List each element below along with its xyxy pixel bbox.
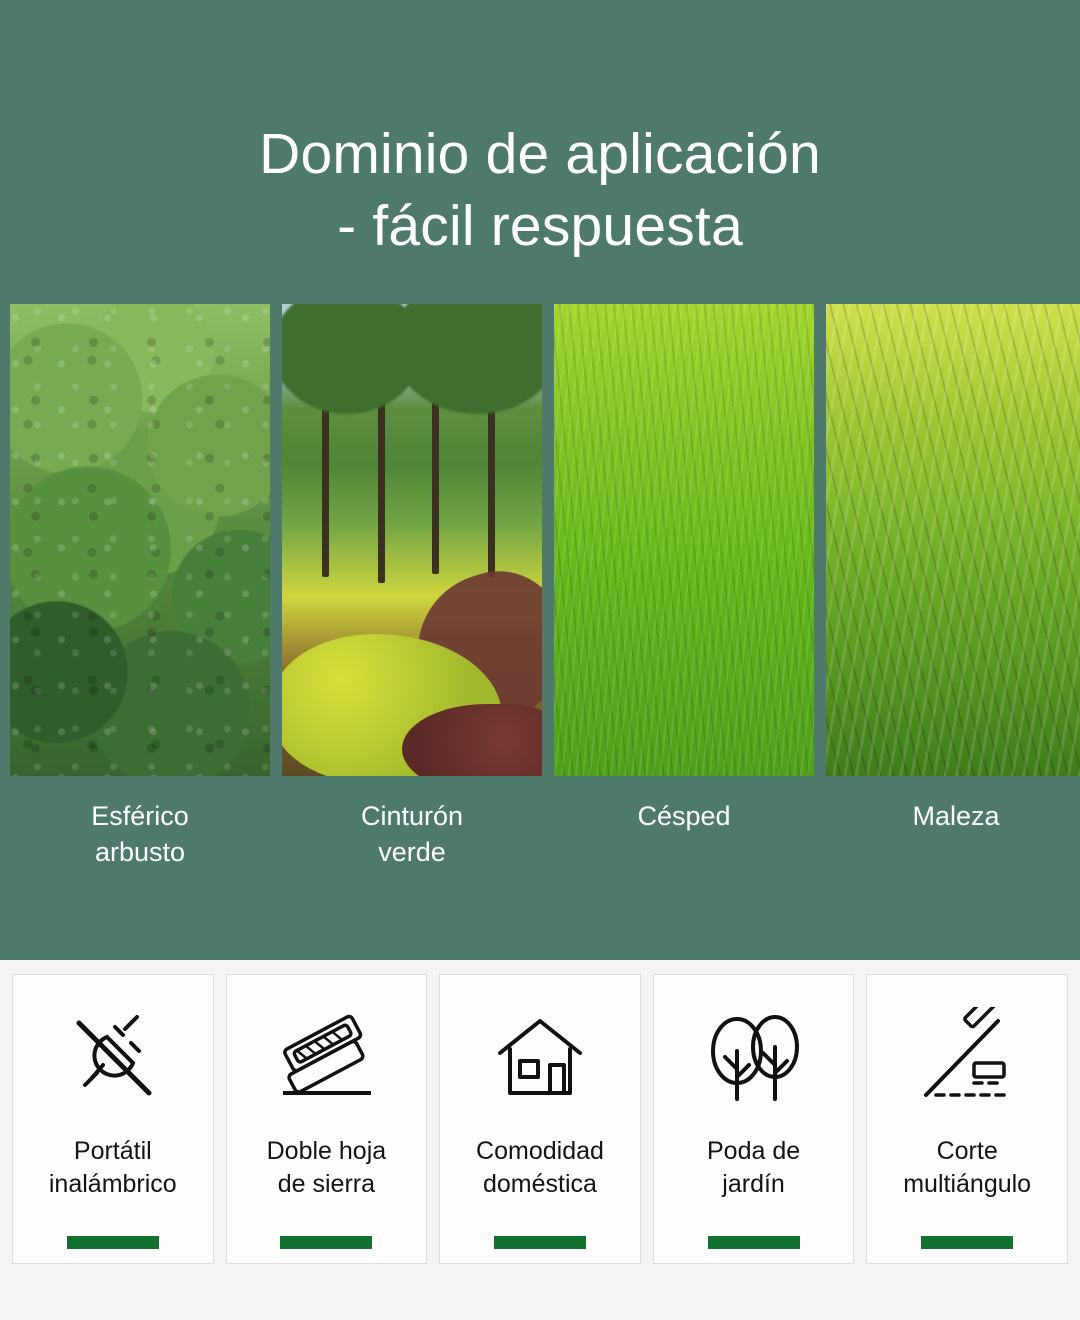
- feature-accent-bar: [280, 1236, 372, 1249]
- feature-label-line-2: doméstica: [483, 1170, 597, 1198]
- feature-card: [653, 974, 855, 1264]
- feature-label: [49, 1135, 177, 1201]
- card-label-line-2: verde: [378, 837, 446, 867]
- green-belt-photo: [282, 304, 542, 776]
- feature-label-line-1: Portátil: [73, 1137, 152, 1165]
- application-cards: [0, 304, 1080, 870]
- feature-label-line-1: Poda de: [707, 1137, 801, 1165]
- application-card: [10, 304, 270, 870]
- tree-canopy: [392, 304, 542, 414]
- page-title: [0, 0, 1080, 262]
- application-card: [554, 304, 814, 870]
- title-line-2: - fácil respuesta: [337, 194, 743, 258]
- feature-card: [439, 974, 641, 1264]
- house-icon: [490, 997, 590, 1117]
- feature-accent-bar: [921, 1236, 1013, 1249]
- weeds-photo: [826, 304, 1080, 776]
- feature-strip: [0, 960, 1080, 1320]
- feature-label-line-1: Comodidad: [476, 1137, 604, 1165]
- application-card: [282, 304, 542, 870]
- title-line-1: Dominio de aplicación: [259, 122, 821, 186]
- trees-pruning-icon: [699, 997, 809, 1117]
- feature-card: [226, 974, 428, 1264]
- feature-card: [866, 974, 1068, 1264]
- feature-label-line-2: inalámbrico: [48, 1170, 177, 1198]
- feature-label: [476, 1135, 604, 1201]
- application-card-label: [912, 798, 999, 834]
- multi-angle-cut-icon: [912, 997, 1022, 1117]
- card-label-line-1: Césped: [637, 801, 731, 831]
- feature-accent-bar: [708, 1236, 800, 1249]
- feature-label-line-2: de sierra: [277, 1170, 376, 1198]
- card-label-line-1: Esférico: [91, 801, 189, 831]
- card-label-line-1: Cinturón: [360, 801, 464, 831]
- feature-label: [267, 1135, 387, 1201]
- feature-label-line-2: multiángulo: [903, 1170, 1032, 1198]
- feature-label-line-2: jardín: [722, 1170, 785, 1198]
- lawn-photo: [554, 304, 814, 776]
- double-saw-blade-icon: [271, 997, 381, 1117]
- application-card-label: [637, 798, 730, 834]
- feature-label: [903, 1135, 1031, 1201]
- feature-card: [12, 974, 214, 1264]
- card-label-line-1: Maleza: [912, 801, 1000, 831]
- application-card-label: [91, 798, 189, 870]
- application-card-label: [361, 798, 463, 870]
- feature-accent-bar: [67, 1236, 159, 1249]
- no-cord-plug-icon: [63, 997, 163, 1117]
- feature-label-line-1: Corte: [936, 1137, 998, 1165]
- feature-label: [707, 1135, 800, 1201]
- application-card: [826, 304, 1080, 870]
- feature-accent-bar: [494, 1236, 586, 1249]
- spherical-shrub-photo: [10, 304, 270, 776]
- feature-label-line-1: Doble hoja: [266, 1137, 387, 1165]
- card-label-line-2: arbusto: [94, 837, 186, 867]
